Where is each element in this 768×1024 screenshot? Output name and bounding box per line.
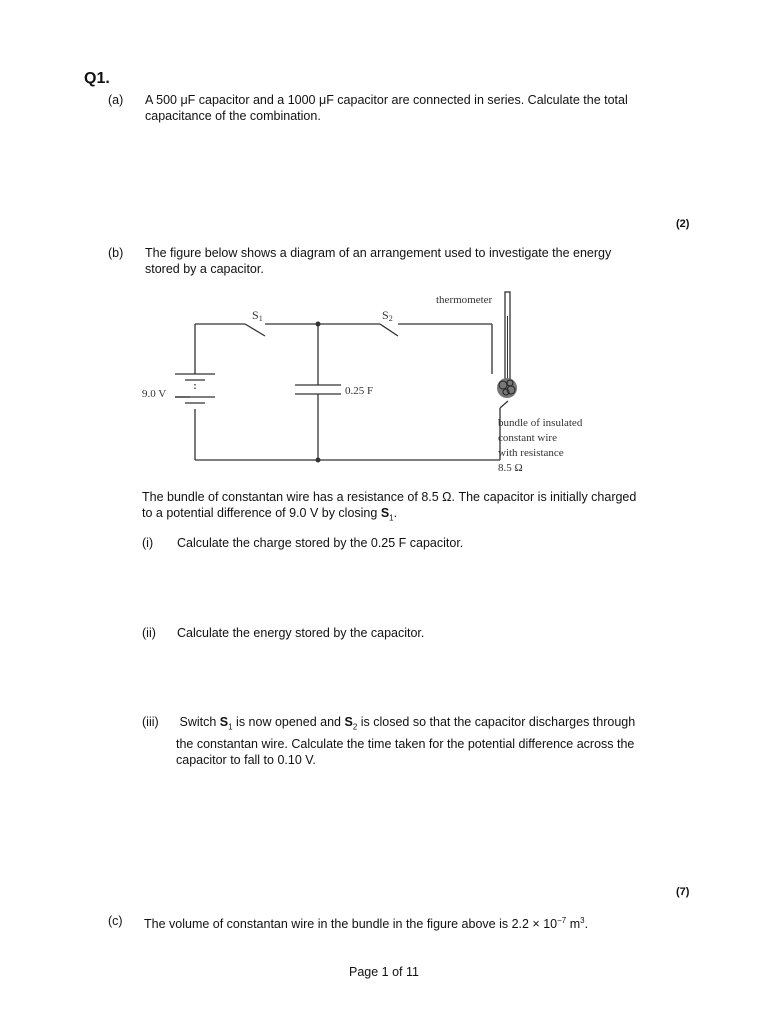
part-b-ii-label: (ii) [142,626,156,640]
part-b-i-text: Calculate the charge stored by the 0.25 F capacitor. [177,536,464,550]
part-b-info [142,489,702,527]
capacitor-label: 0.25 F [345,385,374,397]
part-b-marks: (7) [676,886,690,898]
part-a-line2: capacitance of the combination. [145,109,321,123]
part-b-iii-line1: Switch $S_1$ is now opened and $S_2$ is closed so that the capacitor discharges through [179,715,636,732]
part-b-ii-text: Calculate the energy stored by the capacitor. [177,626,425,640]
part-b-iii-line3: capacitor to fall to 0.10 V. [176,752,316,767]
thermometer-label: thermometer [436,294,493,306]
part-b-info-line2: to a potential difference of 9.0 V by closing $S_1$. [142,506,398,523]
part-b-intro [145,245,705,277]
part-a-marks: (2) [676,218,690,230]
part-b-line2: stored by a capacitor. [145,262,264,276]
part-b-iii-line2: the constantan wire. Calculate the time taken for the potential difference across the [176,736,635,751]
circuit-diagram [140,286,610,476]
part-b-line1: The figure below shows a diagram of an arrangement used to investigate the energy [145,246,612,260]
junction-bottom [316,458,321,463]
bundle-label-4: 8.5 Ω [498,462,523,474]
part-c-text: The volume of constantan wire in the bundle in the figure above is $2.2 \times 10^{-7}$ $m^3$. [144,916,589,932]
s1-label: S1 [252,308,263,323]
bundle-label-2: constant wire [498,432,557,444]
part-a-text [145,92,705,124]
question-number: Q1. [84,70,110,87]
s2-label: S2 [382,308,393,323]
part-b-info-line1: The bundle of constantan wire has a resistance of 8.5 Ω. The capacitor is initially charged [142,490,637,504]
battery-label: 9.0 V [142,388,167,400]
page-footer: Page 1 of 11 [349,965,419,979]
bundle-label-3: with resistance [498,447,564,459]
bundle-label-1: bundle of insulated [498,417,583,429]
part-b-iii-label: (iii) [142,715,159,729]
part-b-label: (b) [108,246,124,260]
wire-bundle [497,378,517,398]
part-c-label: (c) [108,914,123,928]
part-b-iii-text [176,714,696,768]
part-a-label: (a) [108,93,124,107]
junction-top [316,322,321,327]
part-b-i-label: (i) [142,536,154,550]
part-a-line1: A 500 μF capacitor and a 1000 μF capacitor are connected in series. Calculate the total [145,93,628,107]
